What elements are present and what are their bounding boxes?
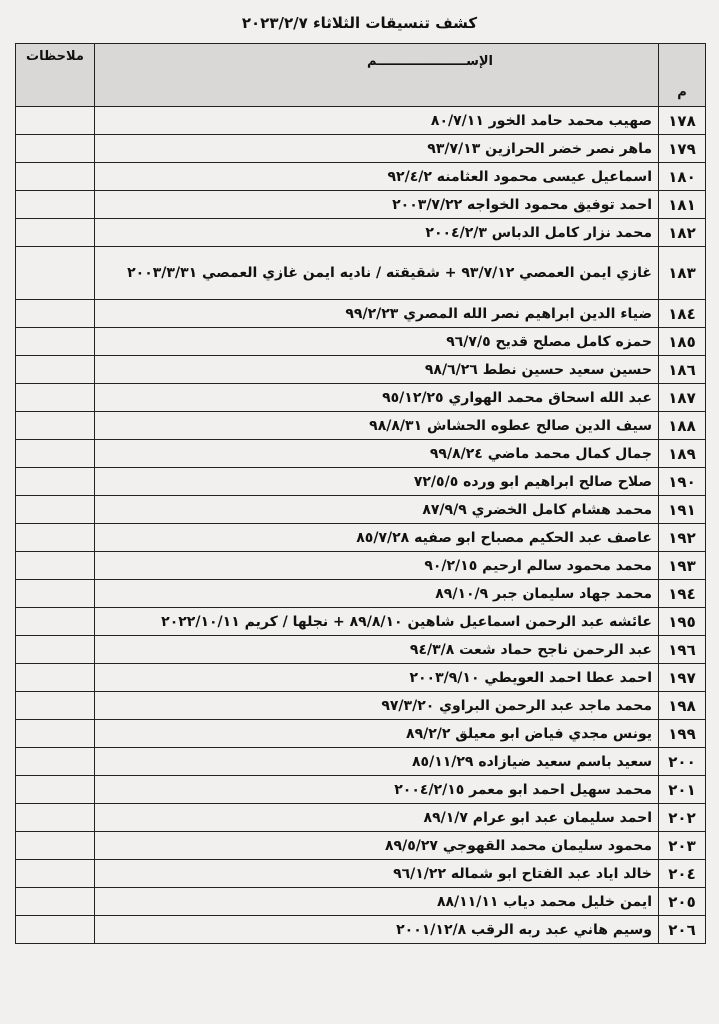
- row-notes: [16, 776, 95, 804]
- table-row: [16, 163, 706, 191]
- table-row: [16, 888, 706, 916]
- row-name: حمزه كامل مصلح قديح ٩٦/٧/٥: [95, 328, 659, 356]
- row-number: ١٩١: [659, 496, 706, 524]
- row-number: ١٨٩: [659, 440, 706, 468]
- table-row: [16, 832, 706, 860]
- row-name: محمد جهاد سليمان جبر ٨٩/١٠/٩: [95, 580, 659, 608]
- row-notes: [16, 552, 95, 580]
- row-notes: [16, 107, 95, 135]
- row-number: ١٨٥: [659, 328, 706, 356]
- header-name: الإســــــــــــــــــــم: [95, 44, 659, 107]
- row-notes: [16, 191, 95, 219]
- row-notes: [16, 356, 95, 384]
- row-number: ١٨٦: [659, 356, 706, 384]
- row-notes: [16, 412, 95, 440]
- row-name: سعيد باسم سعيد ضيازاده ٨٥/١١/٢٩: [95, 748, 659, 776]
- table-row: [16, 440, 706, 468]
- row-name: خالد اياد عبد الفتاح ابو شماله ٩٦/١/٢٢: [95, 860, 659, 888]
- row-notes: [16, 720, 95, 748]
- row-name: ماهر نصر خضر الحرازين ٩٣/٧/١٣: [95, 135, 659, 163]
- row-number: ١٧٩: [659, 135, 706, 163]
- table-row: [16, 356, 706, 384]
- row-notes: [16, 580, 95, 608]
- table-row: [16, 664, 706, 692]
- row-notes: [16, 247, 95, 300]
- table-row: [16, 300, 706, 328]
- row-name: ايمن خليل محمد دياب ٨٨/١١/١١: [95, 888, 659, 916]
- row-number: ١٩٠: [659, 468, 706, 496]
- row-name: محمد محمود سالم ارحيم ٩٠/٢/١٥: [95, 552, 659, 580]
- row-name: غازي ايمن العمصي ٩٣/٧/١٢ + شقيقته / ناديه ايمن غازي العمصي ٢٠٠٣/٣/٣١: [95, 247, 659, 300]
- row-name: محمود سليمان محمد القهوجي ٨٩/٥/٢٧: [95, 832, 659, 860]
- row-number: ٢٠٣: [659, 832, 706, 860]
- row-name: حسين سعيد حسين نطط ٩٨/٦/٢٦: [95, 356, 659, 384]
- row-name: محمد نزار كامل الدباس ٢٠٠٤/٢/٣: [95, 219, 659, 247]
- row-name: اسماعيل عيسى محمود العثامنه ٩٢/٤/٢: [95, 163, 659, 191]
- row-number: ١٨٨: [659, 412, 706, 440]
- page-title: كشف تنسيقات الثلاثاء ٢٠٢٣/٢/٧: [241, 14, 478, 32]
- row-notes: [16, 664, 95, 692]
- row-number: ١٧٨: [659, 107, 706, 135]
- row-notes: [16, 916, 95, 944]
- coordination-table: [15, 43, 706, 944]
- row-number: ١٩٦: [659, 636, 706, 664]
- row-notes: [16, 440, 95, 468]
- row-notes: [16, 300, 95, 328]
- row-name: عبد الله اسحاق محمد الهواري ٩٥/١٢/٢٥: [95, 384, 659, 412]
- row-number: ٢٠٥: [659, 888, 706, 916]
- row-notes: [16, 692, 95, 720]
- table-row: [16, 524, 706, 552]
- row-number: ١٩٣: [659, 552, 706, 580]
- row-number: ٢٠٢: [659, 804, 706, 832]
- row-notes: [16, 748, 95, 776]
- table-row: [16, 219, 706, 247]
- row-number: ١٨٠: [659, 163, 706, 191]
- row-number: ٢٠٤: [659, 860, 706, 888]
- table-row: [16, 412, 706, 440]
- row-name: احمد سليمان عبد ابو عرام ٨٩/١/٧: [95, 804, 659, 832]
- row-name: صلاح صالح ابراهيم ابو ورده ٧٢/٥/٥: [95, 468, 659, 496]
- row-notes: [16, 636, 95, 664]
- row-number: ١٩٨: [659, 692, 706, 720]
- row-name: ضياء الدين ابراهيم نصر الله المصري ٩٩/٢/٢٣: [95, 300, 659, 328]
- header-number: م: [659, 44, 706, 107]
- row-number: ١٨٢: [659, 219, 706, 247]
- row-number: ٢٠١: [659, 776, 706, 804]
- row-number: ١٩٢: [659, 524, 706, 552]
- row-number: ١٩٩: [659, 720, 706, 748]
- table-row: [16, 608, 706, 636]
- row-name: جمال كمال محمد ماضي ٩٩/٨/٢٤: [95, 440, 659, 468]
- row-notes: [16, 135, 95, 163]
- table-row: [16, 580, 706, 608]
- row-name: احمد عطا احمد العويطي ٢٠٠٣/٩/١٠: [95, 664, 659, 692]
- row-name: وسيم هاني عبد ربه الرقب ٢٠٠١/١٢/٨: [95, 916, 659, 944]
- table-row: [16, 107, 706, 135]
- row-number: ١٨٧: [659, 384, 706, 412]
- row-name: عائشه عبد الرحمن اسماعيل شاهين ٨٩/٨/١٠ + نجلها / كريم ٢٠٢٢/١٠/١١: [95, 608, 659, 636]
- row-number: ١٨٣: [659, 247, 706, 300]
- row-notes: [16, 804, 95, 832]
- row-number: ١٨١: [659, 191, 706, 219]
- table-row: [16, 692, 706, 720]
- table-header-row: [16, 44, 706, 107]
- row-name: محمد سهيل احمد ابو معمر ٢٠٠٤/٢/١٥: [95, 776, 659, 804]
- row-notes: [16, 832, 95, 860]
- row-number: ٢٠٦: [659, 916, 706, 944]
- row-number: ١٩٥: [659, 608, 706, 636]
- row-number: ١٩٧: [659, 664, 706, 692]
- row-number: ١٩٤: [659, 580, 706, 608]
- table-row: [16, 636, 706, 664]
- row-notes: [16, 328, 95, 356]
- table-row: [16, 916, 706, 944]
- row-number: ٢٠٠: [659, 748, 706, 776]
- table-row: [16, 804, 706, 832]
- row-notes: [16, 163, 95, 191]
- table-row: [16, 552, 706, 580]
- row-number: ١٨٤: [659, 300, 706, 328]
- table-row: [16, 191, 706, 219]
- row-name: احمد توفيق محمود الخواجه ٢٠٠٣/٧/٢٢: [95, 191, 659, 219]
- table-row: [16, 328, 706, 356]
- row-name: يونس مجدي فياض ابو معيلق ٨٩/٢/٢: [95, 720, 659, 748]
- row-name: محمد هشام كامل الخضري ٨٧/٩/٩: [95, 496, 659, 524]
- table-row: [16, 468, 706, 496]
- row-name: محمد ماجد عبد الرحمن البراوي ٩٧/٣/٢٠: [95, 692, 659, 720]
- table-row: [16, 748, 706, 776]
- table-body: [16, 107, 706, 944]
- table-row: [16, 247, 706, 300]
- row-name: صهيب محمد حامد الخور ٨٠/٧/١١: [95, 107, 659, 135]
- table-row: [16, 720, 706, 748]
- row-notes: [16, 468, 95, 496]
- table-row: [16, 135, 706, 163]
- row-notes: [16, 860, 95, 888]
- row-notes: [16, 608, 95, 636]
- row-notes: [16, 384, 95, 412]
- row-notes: [16, 888, 95, 916]
- table-row: [16, 860, 706, 888]
- row-name: عبد الرحمن ناجح حماد شعت ٩٤/٣/٨: [95, 636, 659, 664]
- row-notes: [16, 219, 95, 247]
- header-notes: ملاحظات: [16, 44, 95, 107]
- row-name: سيف الدين صالح عطوه الحشاش ٩٨/٨/٣١: [95, 412, 659, 440]
- row-notes: [16, 496, 95, 524]
- row-notes: [16, 524, 95, 552]
- table-row: [16, 496, 706, 524]
- row-name: عاصف عبد الحكيم مصباح ابو صفيه ٨٥/٧/٢٨: [95, 524, 659, 552]
- table-row: [16, 384, 706, 412]
- table-row: [16, 776, 706, 804]
